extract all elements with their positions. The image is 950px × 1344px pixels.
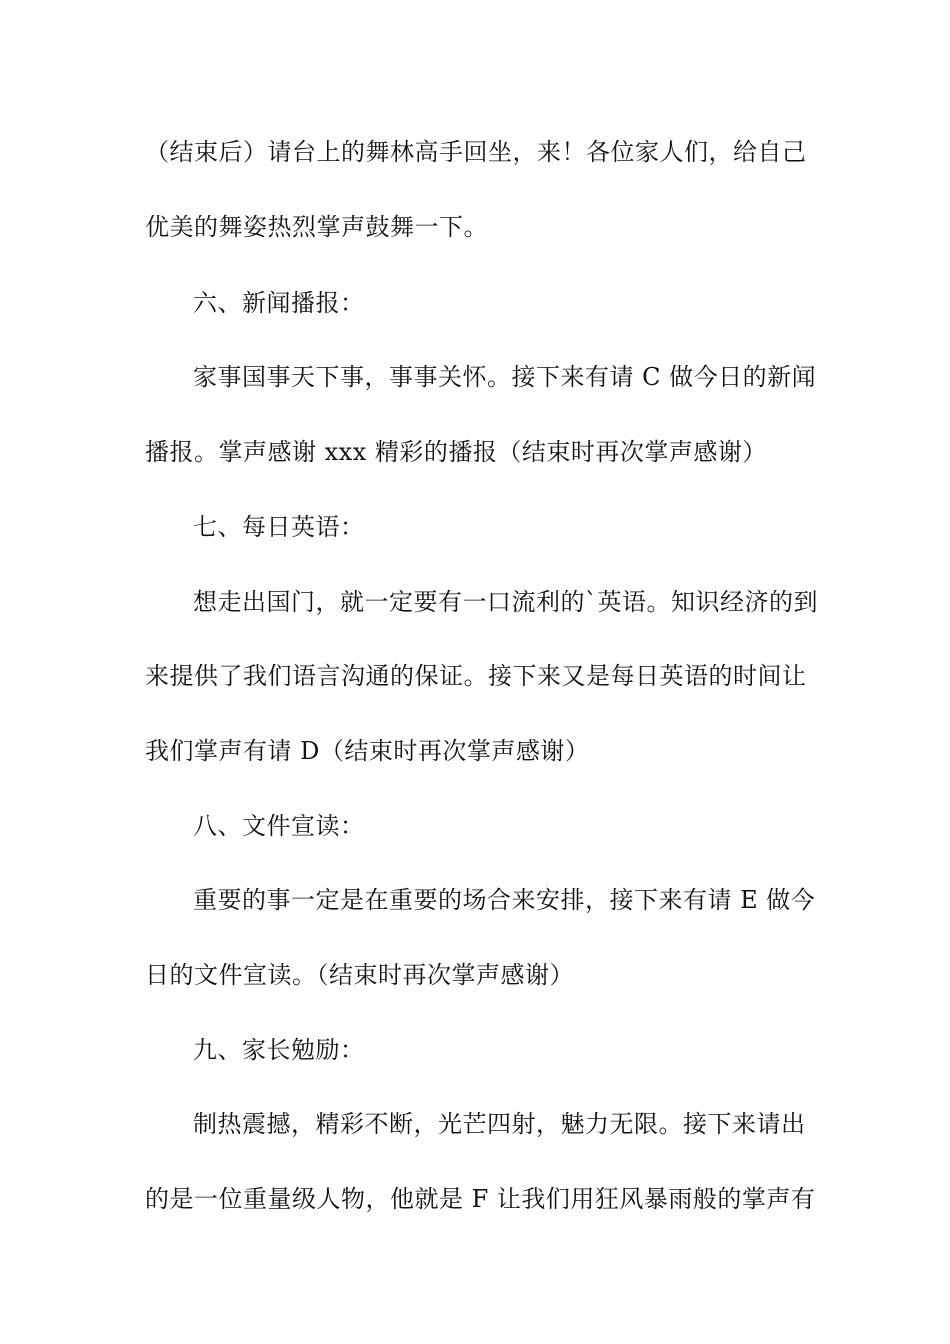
paragraph-line: 日的文件宣读。（结束时再次掌声感谢） xyxy=(145,961,574,989)
section-heading-parents: 九、家长勉励： xyxy=(193,1036,365,1064)
paragraph-line: 播报。掌声感谢 xxx 精彩的播报（结束时再次掌声感谢） xyxy=(145,438,767,466)
paragraph-line: 来提供了我们语言沟通的保证。接下来又是每日英语的时间让 xyxy=(145,662,807,690)
section-heading-english: 七、每日英语： xyxy=(193,513,365,541)
paragraph-line: 家事国事天下事，事事关怀。接下来有请 C 做今日的新闻 xyxy=(193,363,817,391)
paragraph-line: （结束后）请台上的舞林高手回坐，来！各位家人们，给自己 xyxy=(145,138,807,166)
paragraph-line: 我们掌声有请 D（结束时再次掌声感谢） xyxy=(145,737,590,765)
paragraph-line: 优美的舞姿热烈掌声鼓舞一下。 xyxy=(145,213,488,241)
paragraph-line: 制热震撼，精彩不断，光芒四射，魅力无限。接下来请出 xyxy=(193,1110,806,1138)
section-heading-documents: 八、文件宣读： xyxy=(193,812,365,840)
paragraph-line: 重要的事一定是在重要的场合来安排，接下来有请 E 做今 xyxy=(193,886,816,914)
section-heading-news: 六、新闻播报： xyxy=(193,289,365,317)
paragraph-line: 想走出国门，就一定要有一口流利的`英语。知识经济的到 xyxy=(193,588,818,616)
paragraph-line: 的是一位重量级人物，他就是 F 让我们用狂风暴雨般的掌声有 xyxy=(145,1185,816,1213)
